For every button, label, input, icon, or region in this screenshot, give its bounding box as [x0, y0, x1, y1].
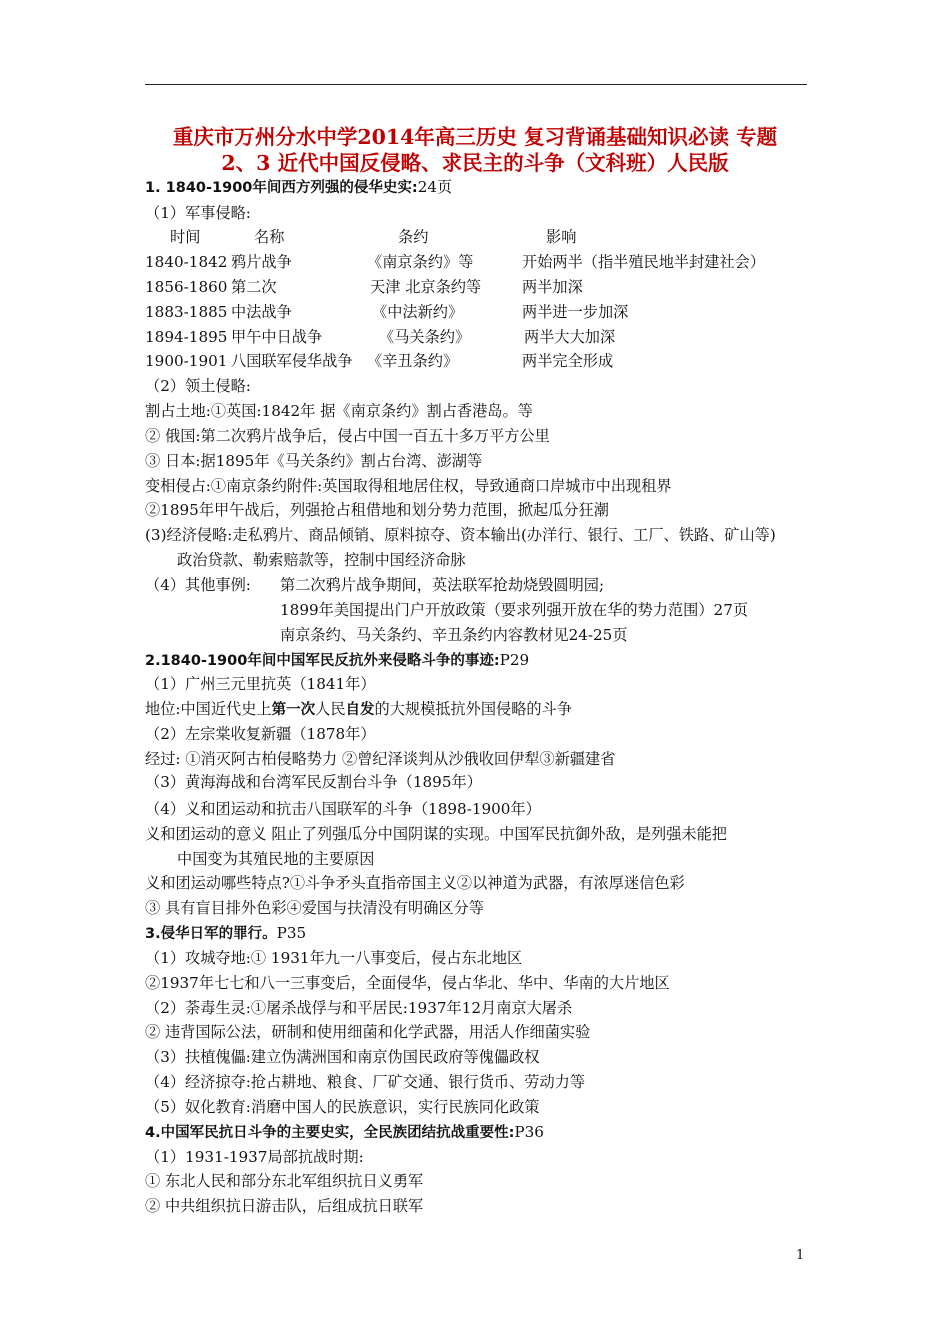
- row1-treaty: 《南京条约》等: [367, 253, 474, 271]
- document-title-line1: 重庆市万州分水中学2014年高三历史 复习背诵基础知识必读 专题: [172, 125, 778, 149]
- row2-name: 第二次: [231, 278, 277, 296]
- s2-line2: [145, 699, 572, 720]
- military-label: （1）军事侵略:: [145, 204, 251, 222]
- s3-line3: （2）荼毒生灵:①屠杀战俘与和平居民:1937年12月南京大屠杀: [145, 999, 573, 1017]
- territory-line2: ② 俄国:第二次鸦片战争后，侵占中国一百五十多万平方公里: [145, 427, 550, 445]
- s2-line2-d: 自发: [345, 702, 375, 718]
- section3-heading-page: P35: [276, 924, 307, 942]
- s2-line2-c: 人民: [315, 700, 346, 718]
- row2-impact: 两半加深: [522, 278, 583, 296]
- row4-time: 1894-1895: [145, 328, 228, 346]
- s3-line1: （1）攻城夺地:① 1931年九一八事变后，侵占东北地区: [145, 949, 523, 967]
- s2-line5: （3）黄海海战和台湾军民反割台斗争（1895年）: [145, 773, 482, 791]
- row4-name: 甲午中日战争: [231, 328, 323, 346]
- table-header-treaty: 条约: [398, 228, 429, 246]
- s2-line1: （1）广州三元里抗英（1841年）: [145, 675, 376, 693]
- other-label: （4）其他事例:: [145, 576, 251, 594]
- row4-impact: 两半大大加深: [524, 328, 616, 346]
- section2-heading-page: P29: [499, 651, 530, 669]
- section4-heading-text: 4.中国军民抗日斗争的主要史实，全民族团结抗战重要性:: [145, 1125, 515, 1141]
- economy-line2: 政治贷款、勒索赔款等，控制中国经济命脉: [177, 551, 466, 569]
- header-rule: [145, 84, 807, 85]
- s3-line6: （4）经济掠夺:抢占耕地、粮食、厂矿交通、银行货币、劳动力等: [145, 1073, 586, 1091]
- row3-impact: 两半进一步加深: [522, 303, 629, 321]
- row1-time: 1840-1842: [145, 253, 228, 271]
- other-line3: 南京条约、马关条约、辛丑条约内容教材见24-25页: [280, 626, 628, 644]
- s4-line2: ① 东北人民和部分东北军组织抗日义勇军: [145, 1172, 424, 1190]
- table-header-impact: 影响: [546, 228, 577, 246]
- s2-line2-e: 的大规模抵抗外国侵略的斗争: [374, 700, 572, 718]
- s2-line9: 义和团运动哪些特点?①斗争矛头直指帝国主义②以神道为武器，有浓厚迷信色彩: [145, 874, 685, 892]
- territory-label: （2）领土侵略:: [145, 377, 251, 395]
- s4-line3: ② 中共组织抗日游击队，后组成抗日联军: [145, 1197, 424, 1215]
- s2-line7: 义和团运动的意义 阻止了列强瓜分中国阴谋的实现。中国军民抗御外敌，是列强未能把: [145, 825, 727, 843]
- s3-line7: （5）奴化教育:消磨中国人的民族意识，实行民族同化政策: [145, 1098, 540, 1116]
- row3-treaty: 《中法新约》: [372, 303, 464, 321]
- section2-heading-text: 2.1840-1900年间中国军民反抗外来侵略斗争的事迹:: [145, 653, 500, 669]
- section2-heading: [145, 650, 529, 671]
- s2-line6: （4）义和团运动和抗击八国联军的斗争（1898-1900年）: [145, 800, 541, 818]
- row4-treaty: 《马关条约》: [379, 328, 471, 346]
- territory-line1: 割占土地:①英国:1842年 据《南京条约》割占香港岛。等: [145, 402, 533, 420]
- s3-line4: ② 违背国际公法，研制和使用细菌和化学武器，用活人作细菌实验: [145, 1023, 591, 1041]
- s4-line1: （1）1931-1937局部抗战时期:: [145, 1148, 364, 1166]
- s2-line3: （2）左宗棠收复新疆（1878年）: [145, 725, 376, 743]
- row1-impact: 开始两半（指半殖民地半封建社会）: [522, 253, 765, 271]
- territory-line4: 变相侵占:①南京条约附件:英国取得租地居住权，导致通商口岸城市中出现租界: [145, 477, 672, 495]
- row2-time: 1856-1860: [145, 278, 228, 296]
- row5-treaty: 《辛丑条约》: [367, 352, 459, 370]
- section3-heading: [145, 923, 306, 944]
- row5-time: 1900-1901: [145, 352, 228, 370]
- row3-time: 1883-1885: [145, 303, 228, 321]
- s2-line2-b: 第一次: [271, 702, 316, 718]
- section1-heading: [145, 177, 452, 198]
- s2-line8: 中国变为其殖民地的主要原因: [177, 850, 375, 868]
- row5-name: 八国联军侵华战争: [231, 352, 353, 370]
- s2-line4: 经过: ①消灭阿古柏侵略势力 ②曾纪泽谈判从沙俄收回伊犁③新疆建省: [145, 750, 616, 768]
- section1-heading-page: 24页: [417, 178, 453, 196]
- table-header-time: 时间: [170, 228, 201, 246]
- row2-treaty: 天津 北京条约等: [370, 278, 482, 296]
- section3-heading-text: 3.侵华日军的罪行。: [145, 926, 277, 942]
- other-line2: 1899年美国提出门户开放政策（要求列强开放在华的势力范围）27页: [280, 601, 749, 619]
- other-line1: 第二次鸦片战争期间，英法联军抢劫烧毁圆明园;: [280, 576, 605, 594]
- s2-line10: ③ 具有盲目排外色彩④爱国与扶清没有明确区分等: [145, 899, 484, 917]
- document-title-line2: 2、3 近代中国反侵略、求民主的斗争（文科班）人民版: [221, 151, 729, 175]
- section4-heading-page: P36: [514, 1123, 544, 1141]
- s3-line5: （3）扶植傀儡:建立伪满洲国和南京伪国民政府等傀儡政权: [145, 1048, 540, 1066]
- s2-line2-a: 地位:中国近代史上: [145, 700, 272, 718]
- s3-line2: ②1937年七七和八一三事变后，全面侵华，侵占华北、华中、华南的大片地区: [145, 974, 670, 992]
- table-header-name: 名称: [254, 228, 285, 246]
- page-number: 1: [796, 1248, 805, 1263]
- territory-line3: ③ 日本:据1895年《马关条约》割占台湾、澎湖等: [145, 452, 483, 470]
- section4-heading: [145, 1122, 544, 1143]
- section1-heading-text: 1. 1840-1900年间西方列强的侵华史实:: [145, 180, 418, 196]
- row5-impact: 两半完全形成: [522, 352, 614, 370]
- row1-name: 鸦片战争: [231, 253, 292, 271]
- territory-line5: ②1895年甲午战后，列强抢占租借地和划分势力范围，掀起瓜分狂潮: [145, 501, 609, 519]
- economy-line1: (3)经济侵略:走私鸦片、商品倾销、原料掠夺、资本输出(办洋行、银行、工厂、铁路、矿山等): [145, 526, 776, 544]
- row3-name: 中法战争: [231, 303, 292, 321]
